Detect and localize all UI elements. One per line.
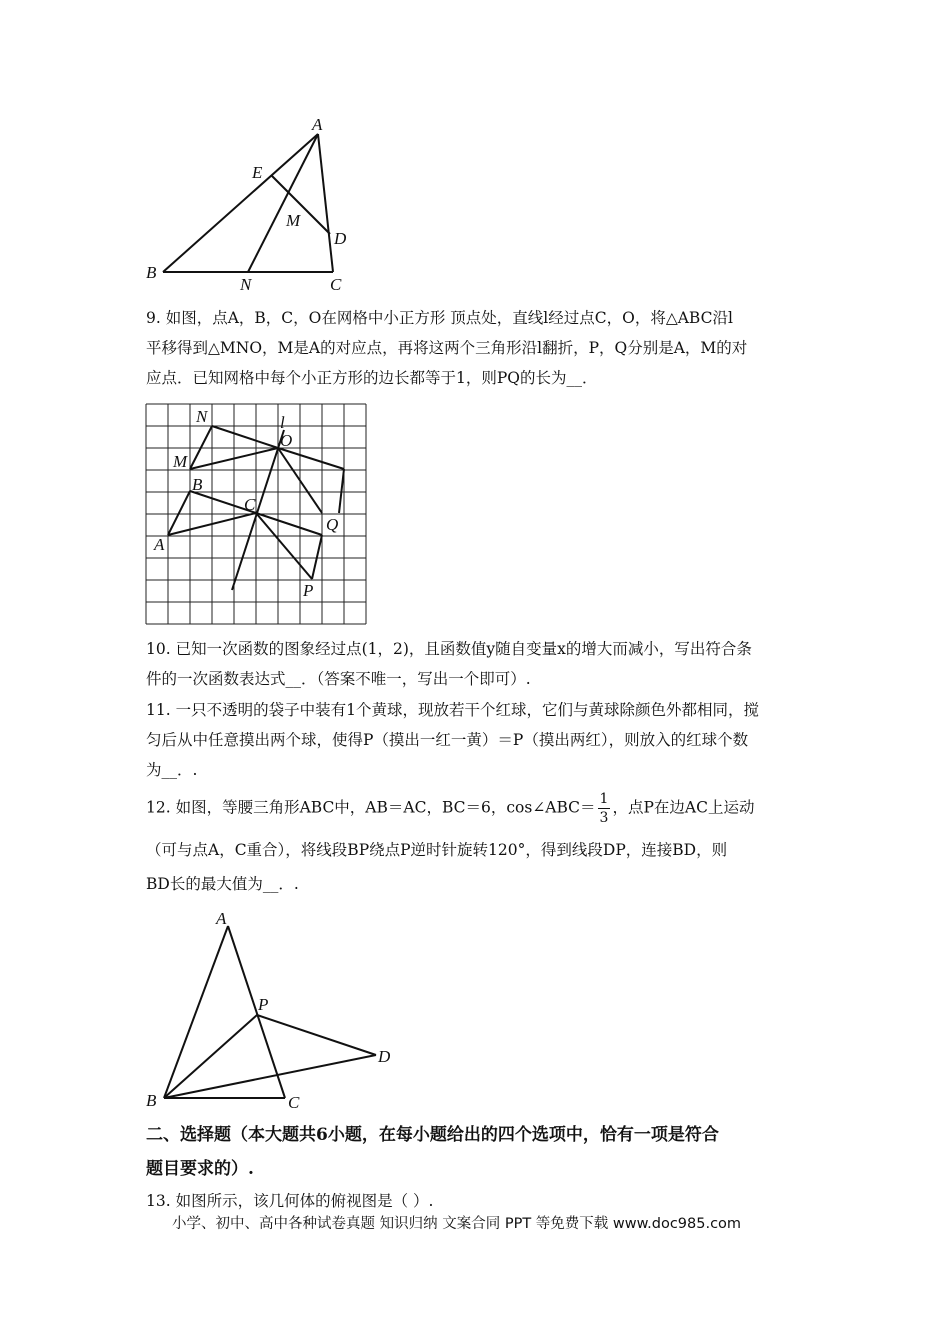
segment-no (212, 426, 278, 448)
bottom-label-p: P (258, 995, 269, 1014)
segment-ab (164, 926, 228, 1098)
segment-bp (164, 1015, 257, 1098)
label-b: B (146, 263, 157, 282)
segment-bd (164, 1055, 376, 1098)
question-11 (146, 695, 806, 785)
segment-ba (163, 134, 318, 272)
grid-label-c: C (244, 495, 256, 514)
question-11-line-2: 匀后从中任意摸出两个球，使得P（摸出一红一黄）＝P（摸出两红），则放入的红球个数 (146, 731, 749, 749)
bottom-label-b: B (146, 1091, 157, 1110)
bottom-label-d: D (378, 1047, 391, 1066)
grid-label-b: B (192, 475, 203, 494)
grid-label-m: M (173, 452, 188, 471)
question-9-line-2: 平移得到△MNO，M是A的对应点，再将这两个三角形沿l翻折，P，Q分别是A，M的对 (146, 339, 748, 357)
question-10-line-2: 件的一次函数表达式__．（答案不唯一，写出一个即可）. (146, 670, 531, 688)
segment-o-right (278, 448, 344, 469)
segment-pd (257, 1015, 376, 1055)
segment-right-p (312, 535, 322, 579)
fraction-one-third (598, 790, 611, 827)
question-10 (146, 634, 806, 694)
page-footer: 小学、初中、高中各种试卷真题 知识归纳 文案合同 PPT 等免费下载 www.doc985.com (172, 1216, 742, 1232)
segment-ed (272, 176, 330, 234)
grid-label-l: l (280, 413, 285, 432)
segment-ab (168, 491, 190, 535)
bottom-label-c: C (288, 1093, 300, 1112)
question-9-line-1: 9. 如图，点A，B，C，O在网格中小正方形 顶点处，直线l经过点C，O，将△ABC沿l (146, 309, 733, 327)
segment-an (248, 134, 318, 272)
question-12-line-3: BD长的最大值为__．. (146, 875, 299, 893)
grid-label-n: N (196, 407, 208, 426)
segment-ac (318, 134, 333, 272)
section-2-line-2: 题目要求的）. (146, 1159, 254, 1179)
question-12-line-1-start: 12. 如图，等腰三角形ABC中，AB＝AC，BC＝6，cos∠ABC＝ (146, 798, 596, 817)
grid-label-o: O (280, 431, 293, 450)
question-11-line-3: 为__．. (146, 761, 198, 779)
grid-label-p: P (303, 581, 314, 600)
grid-label-q: Q (326, 515, 339, 534)
segment-right-q (339, 469, 344, 513)
question-10-line-1: 10. 已知一次函数的图象经过点(1，2)，且函数值y随自变量x的增大而减小，写出符合条 (146, 640, 752, 658)
label-m: M (286, 211, 301, 230)
label-e: E (252, 163, 263, 182)
fraction-numerator: 1 (599, 791, 609, 807)
question-12 (146, 790, 806, 901)
question-9-line-3: 应点．已知网格中每个小正方形的边长都等于1，则PQ的长为__． (146, 369, 598, 387)
question-12-line-1 (146, 790, 806, 827)
fraction-denominator: 3 (599, 810, 609, 826)
grid-label-a: A (154, 535, 165, 554)
section-2-line-1: 二、选择题（本大题共6小题，在每小题给出的四个选项中，恰有一项是符合 (146, 1125, 719, 1145)
question-12-line-1-end: ，点P在边AC上运动 (612, 798, 755, 817)
bottom-label-a: A (216, 909, 227, 928)
figure-triangle-bpd (140, 908, 400, 1113)
section-2-heading (146, 1118, 816, 1186)
question-9 (146, 303, 806, 393)
label-d: D (334, 229, 347, 248)
question-11-line-1: 11. 一只不透明的袋子中装有1个黄球，现放若干个红球，它们与黄球除颜色外都相同，搅 (146, 701, 759, 719)
label-n: N (240, 275, 252, 294)
label-c: C (330, 275, 342, 294)
question-13-text: 13. 如图所示，该几何体的俯视图是（ ）. (146, 1192, 434, 1210)
label-a: A (312, 115, 323, 134)
line-l (232, 430, 284, 590)
figure-grid (146, 404, 368, 624)
figure-triangle-abc (140, 110, 370, 300)
segment-ac (228, 926, 285, 1098)
question-12-line-2: （可与点A，C重合），将线段BP绕点P逆时针旋转120°，得到线段DP，连接BD，则 (146, 841, 728, 859)
